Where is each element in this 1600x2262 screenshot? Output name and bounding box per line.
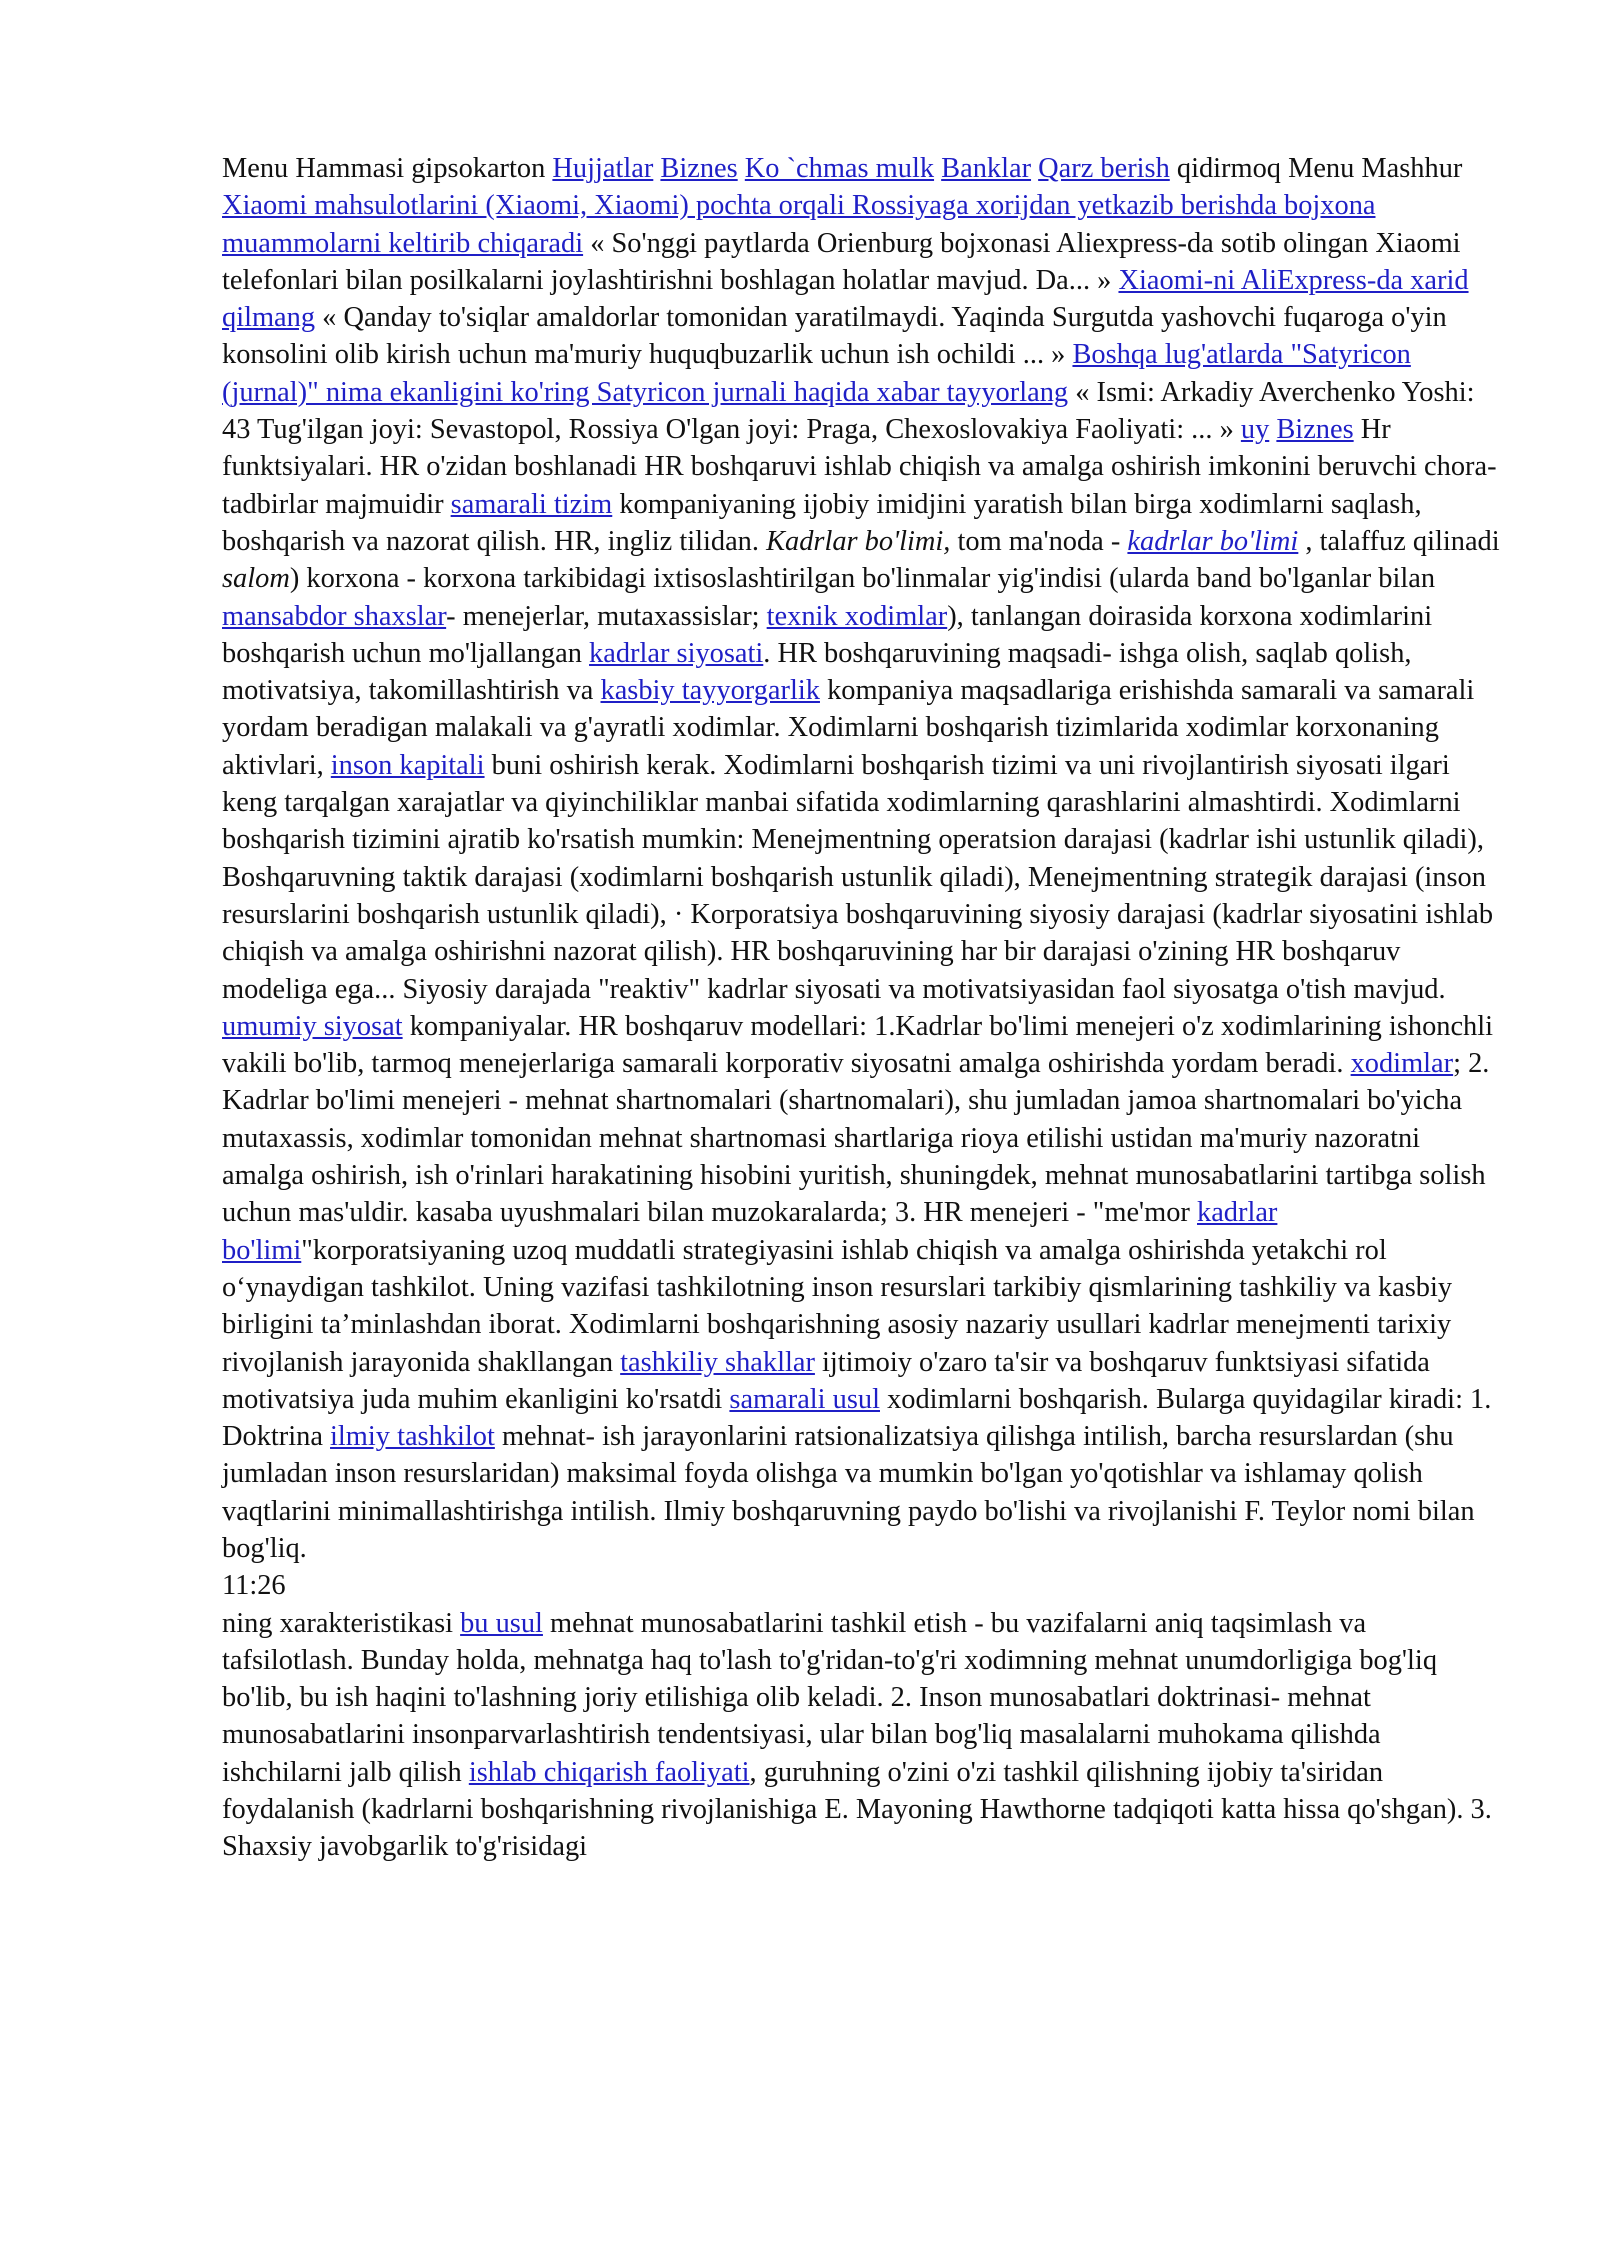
text-run: « Qanday to'siqlar amaldorlar tomonidan yaratilmaydi. Yaqinda Surgutda yashovchi fuqaroga o'yin konsolini olib kirish uchun ma'muriy huquqbuzarlik uchun ish ochildi ... » (222, 302, 1447, 371)
inline-link[interactable]: tashkiliy shakllar (620, 1346, 815, 1378)
text-run: . HR boshqaruvining maqsadi- ishga olish, saqlab qolish, motivatsiya, takomillashtirish va (222, 637, 1412, 707)
inline-link[interactable]: samarali usul (729, 1383, 880, 1415)
text-run (738, 153, 745, 184)
inline-link[interactable]: kadrlar bo'limi (1127, 525, 1299, 557)
text-run: ; 2. Kadrlar bo'limi menejeri - mehnat shartnomalari (shartnomalari), shu jumladan jamoa shartnomalari bo'yicha mutaxassis, xodimlar tomonidan mehnat shartnomasi shartlariga rioya etilishi ustidan ma'muriy nazoratni amalga oshirish, ish o'rinlari harakatining hisobini yuritish, shuningdek, mehnat munosabatlarini tartibga solish uchun mas'uldir. kasaba uyushmalari bilan muzokaralarda; 3. HR menejeri - "me'mor (222, 1048, 1490, 1229)
inline-link[interactable]: kadrlar siyosati (589, 637, 764, 669)
body-paragraph-1 (222, 150, 1502, 1567)
inline-link[interactable]: xodimlar (1350, 1048, 1454, 1080)
emphasis-text: salom (222, 563, 290, 595)
inline-link[interactable]: Biznes (1276, 414, 1354, 446)
text-run: kompaniyalar. HR boshqaruv modellari: 1.Kadrlar bo'limi menejeri o'z xodimlarining ishonchli vakili bo'lib, tarmoq menejerlariga samarali korporativ siyosatni amalga oshirishda yordam beradi. (222, 1010, 1494, 1080)
text-run: qidirmoq Menu Mashhur (1169, 153, 1463, 184)
text-run: buni oshirish kerak. Xodimlarni boshqarish tizimi va uni rivojlantirish siyosati ilgari keng tarqalgan xarajatlar va qiyinchiliklar manbai sifatida xodimlarning qarashlarini almashtirdi. Xodimlarni boshqarish tizimini ajratib ko'rsatish mumkin: Menejmentning operatsion darajasi (kadrlar ishi ustunlik qiladi), Boshqaruvning taktik darajasi (xodimlarni boshqarish ustunlik qiladi), Menejmentning strategik darajasi (inson resurslarini boshqarish ustunlik qiladi), · Korporatsiya boshqaruvining siyosiy darajasi (kadrlar siyosatini ishlab chiqish va amalga oshirishni nazorat qilish). HR boshqaruvining har bir darajasi o'zining HR boshqaruv modeliga ega... Siyosiy darajada "reaktiv" kadrlar siyosati va motivatsiyasidan faol siyosatga o'tish mavjud. (222, 749, 1494, 1005)
inline-link[interactable]: Boshqa lug'atlarda "Satyricon (jurnal)" nima ekanligini ko'ring Satyricon jurnali haqida xabar tayyorlang (222, 339, 1411, 408)
text-run: tom ma'noda - (950, 525, 1128, 557)
text-run: mehnat munosabatlarini tashkil etish - bu vazifalarni aniq taqsimlash va tafsilotlash. Bunday holda, mehnatga haq to'lash to'g'ridan-to'g'ri xodimning mehnat unumdorligiga bog'liq bo'lib, bu ish haqini to'lashning joriy etilishiga olib keladi. 2. Inson munosabatlari doktrinasi- mehnat munosabatlarini insonparvarlashtirish tendentsiyasi, ular bilan bog'liq masalalarni muhokama qilishda ishchilarni jalb qilish (222, 1607, 1438, 1788)
inline-link[interactable]: kasbiy tayyorgarlik (600, 675, 820, 707)
inline-link[interactable]: Xiaomi mahsulotlarini (Xiaomi, Xiaomi) pochta orqali Rossiyaga xorijdan yetkazib berishda bojxona muammolarni keltirib chiqaradi (222, 190, 1376, 259)
timestamp: 11:26 (222, 1570, 286, 1602)
text-run: ), tanlangan doirasida korxona xodimlarini boshqarish uchun mo'ljallangan (222, 600, 1433, 669)
inline-link[interactable]: mansabdor shaxslar (222, 600, 447, 632)
text-run: mehnat- ish jarayonlarini ratsionalizatsiya qilishga intilish, barcha resurslardan (shu jumladan inson resurslaridan) maksimal foyda olishga va mumkin bo'lgan yo'qotishlar va ishlamay qolish vaqtlarini minimallashtirishga intilish. Ilmiy boshqaruvning paydo bo'lishi va rivojlanishi F. Teylor nomi bilan bog'liq. (222, 1421, 1475, 1564)
inline-link[interactable]: Biznes (660, 153, 738, 184)
inline-link[interactable]: umumiy siyosat (222, 1010, 403, 1042)
inline-link[interactable]: ilmiy tashkilot (330, 1421, 495, 1453)
text-run: , talaffuz qilinadi (1298, 525, 1500, 557)
inline-link[interactable]: kadrlar bo'limi (222, 1197, 1278, 1266)
inline-link[interactable]: Hujjatlar (552, 153, 654, 184)
inline-link[interactable]: uy (1240, 414, 1270, 446)
inline-link[interactable]: samarali tizim (450, 488, 613, 520)
inline-link[interactable]: ishlab chiqarish faoliyati (468, 1756, 750, 1788)
text-run: xodimlarni boshqarish. Bularga quyidagilar kiradi: 1. Doktrina (222, 1383, 1492, 1453)
text-run: - menejerlar, mutaxassislar; (446, 600, 767, 632)
emphasis-text: Kadrlar bo'limi, (766, 525, 951, 557)
document-page (222, 150, 1502, 1866)
inline-link[interactable]: Qarz berish (1038, 153, 1170, 184)
inline-link[interactable]: Xiaomi-ni AliExpress-da xarid qilmang (222, 264, 1469, 334)
text-run: « So'nggi paytlarda Orienburg bojxonasi Aliexpress-da sotib olingan Xiaomi telefonlari bilan posilkalarni joylashtirishni boshlagan holatlar mavjud. Da... » (222, 227, 1461, 296)
text-run: ijtimoiy o'zaro ta'sir va boshqaruv funktsiyasi sifatida motivatsiya juda muhim ekanligini ko'rsatdi (222, 1346, 1430, 1415)
text-run: "korporatsiyaning uzoq muddatli strategiyasini ishlab chiqish va amalga oshirishda yetakchi rol o‘ynaydigan tashkilot. Uning vazifasi tashkilotning inson resurslari tarkibiy qismlarining tashkiliy va kasbiy birligini ta’minlashdan iborat. Xodimlarni boshqarishning asosiy nazariy usullari kadrlar menejmenti tarixiy rivojlanish jarayonida shakllangan (222, 1234, 1453, 1378)
text-run: « Ismi: Arkadiy Averchenko Yoshi: 43 Tug'ilgan joyi: Sevastopol, Rossiya O'lgan joyi: Praga, Chexoslovakiya Faoliyati: ... » (222, 376, 1475, 446)
inline-link[interactable]: bu usul (460, 1607, 543, 1639)
inline-link[interactable]: texnik xodimlar (766, 600, 948, 632)
inline-link[interactable]: Banklar (941, 153, 1032, 184)
text-run: , guruhning o'zini o'zi tashkil qilishning ijobiy ta'siridan foydalanish (kadrlarni boshqarishning rivojlanishiga E. Mayoning Hawthorne tadqiqoti katta hissa qo'shgan). 3. Shaxsiy javobgarlik to'g'risidagi (222, 1756, 1492, 1863)
body-paragraph-2 (222, 1605, 1502, 1866)
text-run: Hr funktsiyalari. HR o'zidan boshlanadi HR boshqaruvi ishlab chiqish va amalga oshirish imkonini beruvchi chora-tadbirlar majmuidir (222, 414, 1497, 520)
text-run: ning xarakteristikasi (222, 1607, 461, 1639)
inline-link[interactable]: Ko `chmas mulk (744, 153, 935, 184)
text-run: kompaniya maqsadlariga erishishda samarali va samarali yordam beradigan malakali va g'ayratli xodimlar. Xodimlarni boshqarish tizimlarida xodimlar korxonaning aktivlari, (222, 675, 1475, 781)
text-run: Menu Hammasi gipsokarton (222, 153, 553, 184)
inline-link[interactable]: inson kapitali (330, 749, 485, 781)
text-run: ) korxona - korxona tarkibidagi ixtisoslashtirilgan bo'linmalar yig'indisi (ularda band bo'lganlar bilan (289, 563, 1436, 595)
text-run: kompaniyaning ijobiy imidjini yaratish bilan birga xodimlarni saqlash, boshqarish va nazorat qilish. HR, ingliz tilidan. (222, 488, 1422, 557)
